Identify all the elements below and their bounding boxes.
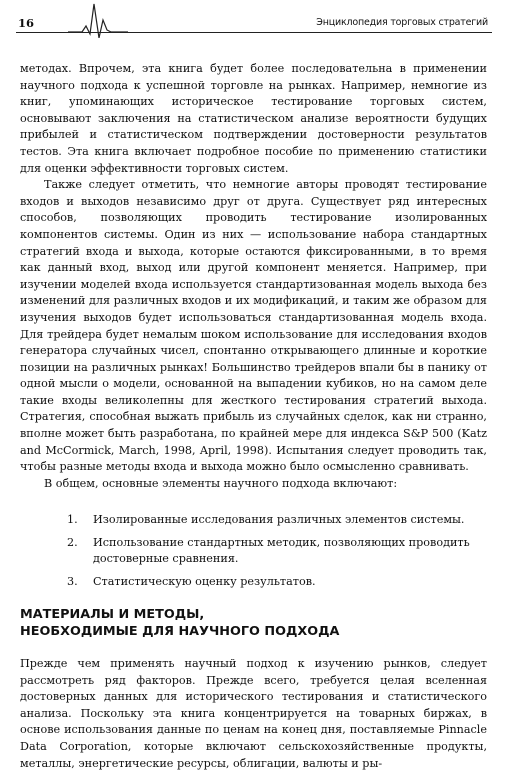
running-header <box>16 0 492 36</box>
section-text <box>20 656 487 772</box>
paragraph: методах. Впрочем, эта книга будет более последовательна в применении научного подхода к успешной торговле на рынках. Например, немногие из книг, упоминающих историческое тестирование торговых систем, основывают заключения на статистическом анализе вероятности будущих прибылей и статистическом подтверждении достоверности результатов тестов. Эта книга включает подробное пособие по применению статистики для оценки эффективности торговых систем. <box>20 62 487 175</box>
paragraph: В общем, основные элементы научного подхода включают: <box>44 476 398 490</box>
page-number: 16 <box>18 16 35 30</box>
list-text: Изолированные исследования различных элементов системы. <box>93 513 465 526</box>
running-title: Энциклопедия торговых стратегий <box>316 17 488 28</box>
paragraph: Прежде чем применять научный подход к изучению рынков, следует рассмотреть ряд факторов. Прежде всего, требуется целая вселенная достоверных данных для исторического тестирования и статистического анализа. Поскольку эта книга концентрируется на товарных биржах, в основе использования данные по ценам на конец дня, поставляемые Pinnacle Data Corporation, которые включают сельскохозяйственные продукты, металлы, энергетические ресурсы, облигации, валюты и ры- <box>20 657 487 770</box>
list-item <box>20 512 487 529</box>
heartbeat-pulse-icon <box>68 0 128 38</box>
list-text: Использование стандартных методик, позволяющих проводить достоверные сравнения. <box>93 535 470 566</box>
list-item <box>20 535 487 568</box>
numbered-list <box>20 512 487 596</box>
list-number: 3. <box>67 574 78 588</box>
body-text <box>20 61 487 492</box>
list-number: 1. <box>67 513 78 526</box>
list-item <box>20 574 487 591</box>
paragraph: Также следует отметить, что немногие авторы проводят тестирование входов и выходов независимо друг от друга. Существует ряд интересных способов, позволяющих проводить тестирование изолированных компонентов системы. Один из них — использование набора стандартных стратегий входа и выхода, которые остаются фиксированными, в то время как данный вход, выход или другой компонент меняется. Например, при изучении моделей входа используется стандартизованная модель выхода без изменений для различных входов и их модификаций, и таким же образом для изучения выходов будет использоваться стандартизованная модель входа. Для трейдера будет немалым шоком использование для исследования входов генератора случайных чисел, спонтанно открывающего длинные и короткие позиции на различных рынках! Большинство трейдеров впали бы в панику от одной мысли о модели, основанной на выпадении кубиков, но на самом деле такие входы великолепны для жесткого тестирования стратегий выхода. Стратегия, способная выжать прибыль из случайных сделок, как ни странно, вполне может быть разработана, по крайней мере для индекса S&P 500 (Katz and McCormick, March, 1998, April, 1998). Испытания следует проводить так, чтобы разные методы входа и выхода можно было осмысленно сравнивать. <box>20 178 487 474</box>
list-text: Статистическую оценку результатов. <box>93 574 316 588</box>
section-heading-line: НЕОБХОДИМЫЕ ДЛЯ НАУЧНОГО ПОДХОДА <box>20 623 340 639</box>
list-number: 2. <box>67 535 78 549</box>
section-heading <box>20 607 487 640</box>
section-heading-line: МАТЕРИАЛЫ И МЕТОДЫ, <box>20 607 205 622</box>
